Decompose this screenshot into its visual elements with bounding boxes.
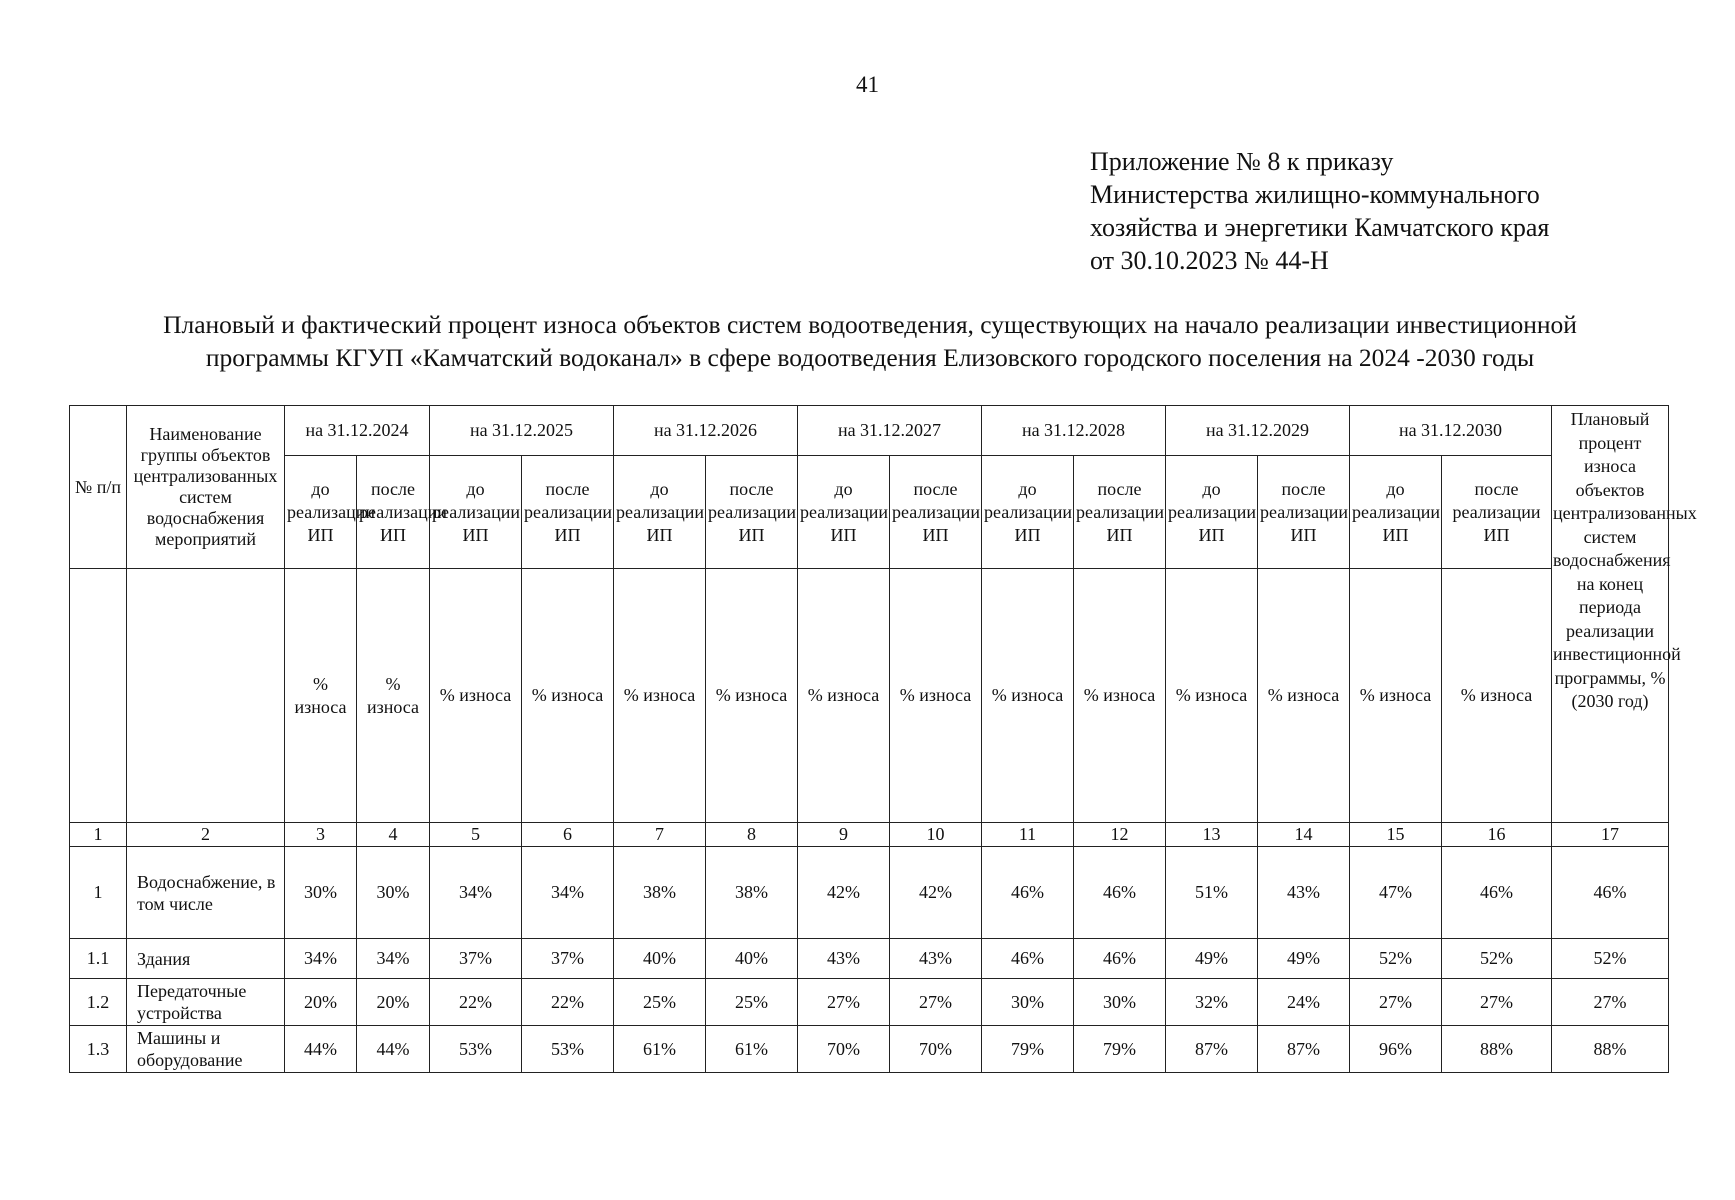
value-cell: 79% bbox=[982, 1026, 1074, 1073]
value-cell: 44% bbox=[285, 1026, 357, 1073]
value-cell: 46% bbox=[1442, 847, 1552, 939]
value-cell: 20% bbox=[357, 979, 430, 1026]
value-cell: 34% bbox=[357, 939, 430, 979]
row-number: 1.1 bbox=[70, 939, 127, 979]
value-cell: 47% bbox=[1350, 847, 1442, 939]
value-cell: 32% bbox=[1166, 979, 1258, 1026]
header-unit: % износа bbox=[430, 569, 522, 823]
header-unit: % износа bbox=[1258, 569, 1350, 823]
header-before: до реализации ИП bbox=[430, 456, 522, 569]
empty-cell bbox=[127, 569, 285, 823]
header-unit: % износа bbox=[614, 569, 706, 823]
header-unit: % износа bbox=[1350, 569, 1442, 823]
column-number: 10 bbox=[890, 823, 982, 847]
value-cell: 51% bbox=[1166, 847, 1258, 939]
header-unit: % износа bbox=[1442, 569, 1552, 823]
document-title bbox=[60, 308, 1680, 374]
header-num: № п/п bbox=[70, 406, 127, 569]
column-number: 17 bbox=[1552, 823, 1669, 847]
value-cell: 25% bbox=[614, 979, 706, 1026]
header-date: на 31.12.2025 bbox=[430, 406, 614, 456]
header-date: на 31.12.2027 bbox=[798, 406, 982, 456]
value-cell: 46% bbox=[982, 847, 1074, 939]
value-cell: 24% bbox=[1258, 979, 1350, 1026]
value-cell: 20% bbox=[285, 979, 357, 1026]
value-cell: 52% bbox=[1442, 939, 1552, 979]
value-cell: 27% bbox=[1350, 979, 1442, 1026]
value-cell: 52% bbox=[1350, 939, 1442, 979]
row-name: Машины и оборудование bbox=[127, 1026, 285, 1073]
appendix-line: Министерства жилищно-коммунального bbox=[1090, 180, 1540, 209]
table-row bbox=[70, 939, 1669, 979]
value-cell: 34% bbox=[522, 847, 614, 939]
value-cell: 43% bbox=[890, 939, 982, 979]
appendix-note bbox=[1090, 145, 1549, 277]
value-cell: 88% bbox=[1552, 1026, 1669, 1073]
value-cell: 43% bbox=[798, 939, 890, 979]
value-cell: 46% bbox=[1074, 939, 1166, 979]
table-row bbox=[70, 847, 1669, 939]
page-number: 41 bbox=[856, 72, 879, 97]
value-cell: 53% bbox=[430, 1026, 522, 1073]
value-cell: 27% bbox=[798, 979, 890, 1026]
appendix-line: Приложение № 8 к приказу bbox=[1090, 147, 1394, 176]
value-cell: 38% bbox=[706, 847, 798, 939]
value-cell: 46% bbox=[1074, 847, 1166, 939]
header-after: после реализации ИП bbox=[1074, 456, 1166, 569]
header-unit: % износа bbox=[1074, 569, 1166, 823]
value-cell: 27% bbox=[890, 979, 982, 1026]
value-cell: 37% bbox=[430, 939, 522, 979]
value-cell: 42% bbox=[798, 847, 890, 939]
header-date: на 31.12.2029 bbox=[1166, 406, 1350, 456]
value-cell: 25% bbox=[706, 979, 798, 1026]
column-number: 5 bbox=[430, 823, 522, 847]
column-number: 14 bbox=[1258, 823, 1350, 847]
column-number: 1 bbox=[70, 823, 127, 847]
value-cell: 30% bbox=[1074, 979, 1166, 1026]
header-row-units bbox=[70, 569, 1669, 823]
title-line: программы КГУП «Камчатский водоканал» в сфере водоотведения Елизовского городского поселения на 2024 -2030 годы bbox=[205, 343, 1535, 372]
header-unit: % износа bbox=[982, 569, 1074, 823]
header-after: после реализации ИП bbox=[357, 456, 430, 569]
header-after: после реализации ИП bbox=[1258, 456, 1350, 569]
header-unit: % износа bbox=[357, 569, 430, 823]
column-number: 8 bbox=[706, 823, 798, 847]
header-before: до реализации ИП bbox=[1166, 456, 1258, 569]
row-name: Здания bbox=[127, 939, 285, 979]
value-cell: 34% bbox=[430, 847, 522, 939]
value-cell: 40% bbox=[614, 939, 706, 979]
table-row bbox=[70, 979, 1669, 1026]
header-after: после реализации ИП bbox=[890, 456, 982, 569]
value-cell: 37% bbox=[522, 939, 614, 979]
value-cell: 49% bbox=[1166, 939, 1258, 979]
column-number: 3 bbox=[285, 823, 357, 847]
header-date: на 31.12.2024 bbox=[285, 406, 430, 456]
value-cell: 27% bbox=[1552, 979, 1669, 1026]
header-row-dates bbox=[70, 406, 1669, 456]
column-number: 6 bbox=[522, 823, 614, 847]
value-cell: 87% bbox=[1258, 1026, 1350, 1073]
row-name: Передаточные устройства bbox=[127, 979, 285, 1026]
column-number: 12 bbox=[1074, 823, 1166, 847]
header-unit: % износа bbox=[890, 569, 982, 823]
value-cell: 79% bbox=[1074, 1026, 1166, 1073]
value-cell: 34% bbox=[285, 939, 357, 979]
appendix-line: от 30.10.2023 № 44-Н bbox=[1090, 246, 1329, 275]
wear-table bbox=[69, 405, 1697, 1073]
column-number-row bbox=[70, 823, 1669, 847]
header-after: после реализации ИП bbox=[1442, 456, 1552, 569]
header-unit: % износа bbox=[798, 569, 890, 823]
value-cell: 44% bbox=[357, 1026, 430, 1073]
header-date: на 31.12.2026 bbox=[614, 406, 798, 456]
header-date: на 31.12.2028 bbox=[982, 406, 1166, 456]
value-cell: 53% bbox=[522, 1026, 614, 1073]
column-number: 13 bbox=[1166, 823, 1258, 847]
value-cell: 30% bbox=[285, 847, 357, 939]
column-number: 16 bbox=[1442, 823, 1552, 847]
value-cell: 96% bbox=[1350, 1026, 1442, 1073]
value-cell: 42% bbox=[890, 847, 982, 939]
value-cell: 22% bbox=[430, 979, 522, 1026]
value-cell: 87% bbox=[1166, 1026, 1258, 1073]
column-number: 7 bbox=[614, 823, 706, 847]
value-cell: 70% bbox=[890, 1026, 982, 1073]
row-number: 1.2 bbox=[70, 979, 127, 1026]
header-unit: % износа bbox=[285, 569, 357, 823]
column-number: 11 bbox=[982, 823, 1074, 847]
value-cell: 40% bbox=[706, 939, 798, 979]
header-before: до реализации ИП bbox=[1350, 456, 1442, 569]
header-after: после реализации ИП bbox=[522, 456, 614, 569]
empty-cell bbox=[70, 569, 127, 823]
value-cell: 46% bbox=[1552, 847, 1669, 939]
header-before: до реализации ИП bbox=[982, 456, 1074, 569]
appendix-line: хозяйства и энергетики Камчатского края bbox=[1090, 213, 1550, 242]
value-cell: 49% bbox=[1258, 939, 1350, 979]
header-before: до реализации ИП bbox=[798, 456, 890, 569]
row-number: 1.3 bbox=[70, 1026, 127, 1073]
header-name: Наименование группы объектов централизованных систем водоснабжения мероприятий bbox=[127, 406, 285, 569]
header-before: до реализации ИП bbox=[614, 456, 706, 569]
header-row-stages bbox=[70, 456, 1669, 569]
header-unit: % износа bbox=[522, 569, 614, 823]
header-final-planned: Плановый процент износа объектов централизованных систем водоснабжения на конец периода реализации инвестиционной программы, % (2030 год) bbox=[1552, 406, 1669, 823]
value-cell: 46% bbox=[982, 939, 1074, 979]
value-cell: 30% bbox=[357, 847, 430, 939]
value-cell: 52% bbox=[1552, 939, 1669, 979]
title-line: Плановый и фактический процент износа объектов систем водоотведения, существующих на начало реализации инвестиционной bbox=[163, 310, 1577, 339]
header-date: на 31.12.2030 bbox=[1350, 406, 1552, 456]
value-cell: 61% bbox=[706, 1026, 798, 1073]
value-cell: 38% bbox=[614, 847, 706, 939]
header-after: после реализации ИП bbox=[706, 456, 798, 569]
column-number: 4 bbox=[357, 823, 430, 847]
value-cell: 88% bbox=[1442, 1026, 1552, 1073]
value-cell: 70% bbox=[798, 1026, 890, 1073]
value-cell: 61% bbox=[614, 1026, 706, 1073]
header-unit: % износа bbox=[706, 569, 798, 823]
table-row bbox=[70, 1026, 1669, 1073]
row-number: 1 bbox=[70, 847, 127, 939]
value-cell: 30% bbox=[982, 979, 1074, 1026]
row-name: Водоснабжение, в том числе bbox=[127, 847, 285, 939]
column-number: 9 bbox=[798, 823, 890, 847]
header-before: до реализации ИП bbox=[285, 456, 357, 569]
header-unit: % износа bbox=[1166, 569, 1258, 823]
column-number: 2 bbox=[127, 823, 285, 847]
value-cell: 27% bbox=[1442, 979, 1552, 1026]
value-cell: 43% bbox=[1258, 847, 1350, 939]
column-number: 15 bbox=[1350, 823, 1442, 847]
value-cell: 22% bbox=[522, 979, 614, 1026]
